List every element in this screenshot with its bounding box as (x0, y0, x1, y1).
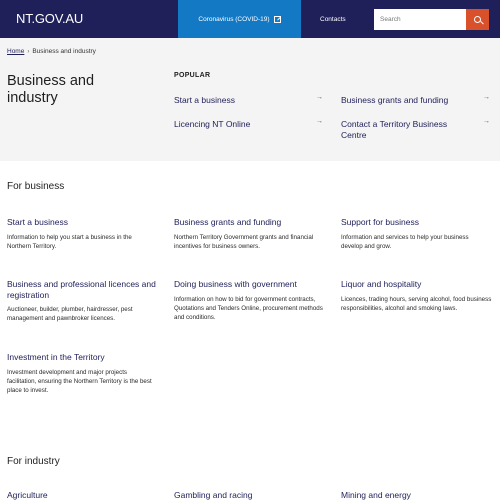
card-description: Information to help you start a business in the Northern Territory. (7, 234, 132, 250)
card-description: Northern Territory Government grants and financial incentives for business owners. (174, 234, 314, 250)
section-heading-for-industry: For industry (7, 456, 60, 467)
search-button[interactable] (466, 9, 489, 30)
external-link-icon (274, 16, 281, 23)
card-support-business[interactable] (341, 217, 491, 251)
card-description: Information on how to bid for government contracts, Quotations and Tenders Online, procurement methods and conditions. (174, 296, 323, 321)
hero-section (0, 38, 500, 161)
card-title[interactable]: Support for business (341, 217, 419, 227)
contacts-link[interactable]: Contacts (320, 16, 346, 23)
card-title[interactable]: Liquor and hospitality (341, 279, 422, 289)
card-description: Licences, trading hours, serving alcohol, food business responsibilities, alcohol and smoking laws. (341, 296, 492, 312)
site-header (0, 0, 500, 38)
popular-link-grants-funding[interactable]: Business grants and funding (341, 95, 449, 105)
popular-link-start-business[interactable]: Start a business (174, 95, 235, 105)
card-title[interactable]: Gambling and racing (174, 490, 253, 500)
card-description: Investment development and major projects facilitation, ensuring the Northern Territory is the best place to invest. (7, 369, 152, 394)
breadcrumb-home-link[interactable]: Home (7, 48, 25, 55)
covid-link[interactable] (178, 0, 301, 38)
arrow-right-icon: → (483, 118, 490, 125)
card-grants-funding[interactable] (174, 217, 324, 251)
page-title: Business and industry (7, 73, 95, 106)
arrow-right-icon: → (316, 94, 323, 101)
card-title[interactable]: Agriculture (7, 490, 48, 500)
search-icon (474, 16, 481, 23)
popular-label: POPULAR (174, 72, 211, 79)
site-logo[interactable]: NT.GOV.AU (16, 11, 84, 26)
card-agriculture[interactable] (7, 490, 157, 500)
chevron-right-icon: › (27, 48, 30, 55)
arrow-right-icon: → (483, 94, 490, 101)
section-heading-for-business: For business (7, 181, 65, 192)
arrow-right-icon: → (316, 118, 323, 125)
card-title[interactable]: Investment in the Territory (7, 352, 105, 362)
breadcrumb (7, 48, 96, 55)
popular-link-licencing-nt[interactable]: Licencing NT Online (174, 119, 251, 129)
card-gambling-racing[interactable] (174, 490, 324, 500)
card-title[interactable]: Doing business with government (174, 279, 297, 289)
card-liquor-hospitality[interactable] (341, 279, 496, 313)
search-input[interactable] (374, 9, 466, 30)
card-description: Auctioneer, builder, plumber, hairdresser, pest management and pawnbroker licences. (7, 306, 133, 322)
card-doing-business-government[interactable] (174, 279, 324, 322)
card-mining-energy[interactable] (341, 490, 491, 500)
card-title[interactable]: Business and professional licences and registration (7, 279, 156, 300)
covid-link-label: Coronavirus (COVID-19) (198, 15, 270, 23)
card-licences-registration[interactable] (7, 279, 157, 323)
card-investment-territory[interactable] (7, 352, 157, 395)
card-title[interactable]: Mining and energy (341, 490, 411, 500)
card-description: Information and services to help your business develop and grow. (341, 234, 469, 250)
popular-link-contact-tbc[interactable]: Contact a Territory Business Centre (341, 119, 448, 140)
card-start-business[interactable] (7, 217, 157, 251)
breadcrumb-current: Business and industry (32, 48, 96, 55)
card-title[interactable]: Start a business (7, 217, 68, 227)
card-title[interactable]: Business grants and funding (174, 217, 282, 227)
